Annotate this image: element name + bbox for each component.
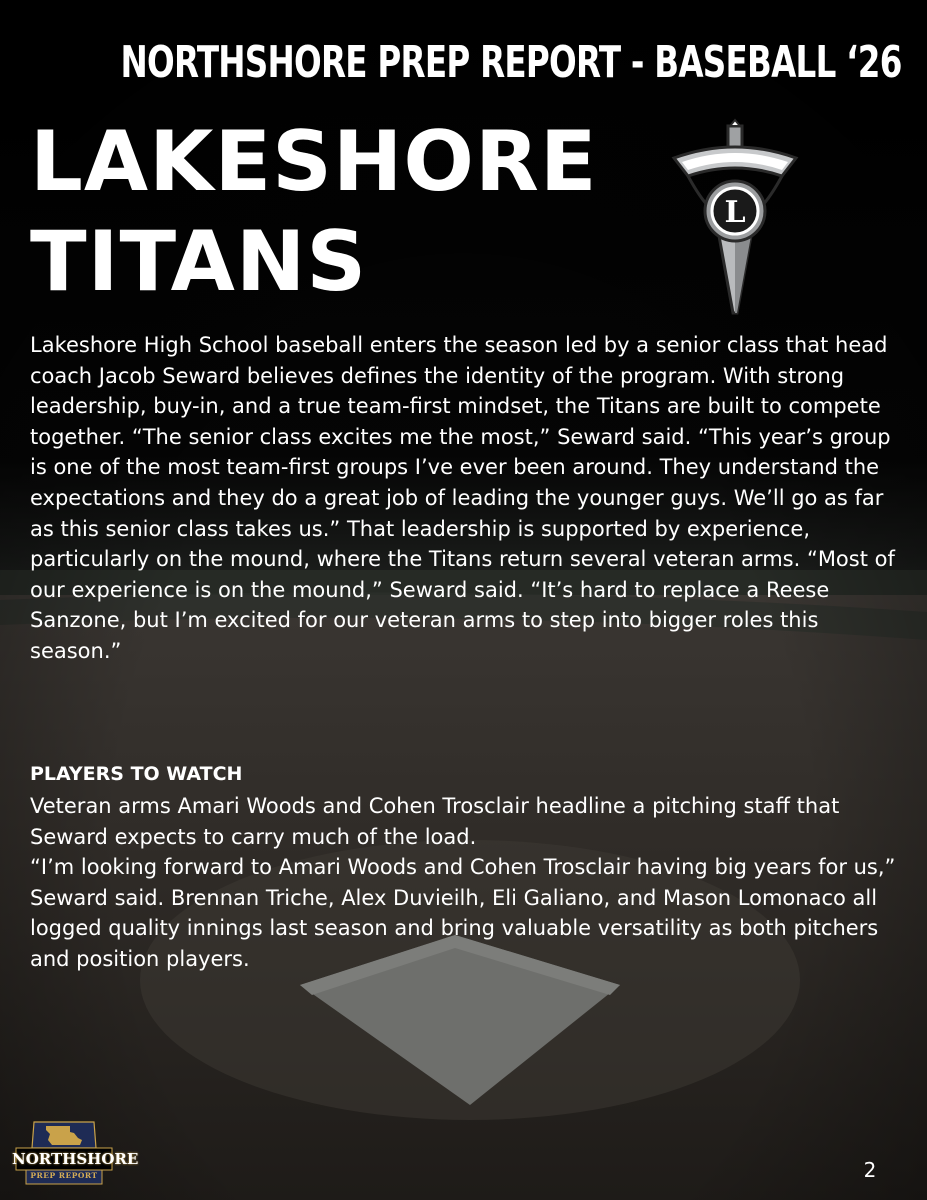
section-heading-players-to-watch: PLAYERS TO WATCH xyxy=(30,763,243,785)
team-name-line-2: TITANS xyxy=(30,213,368,310)
sword-shield-icon xyxy=(670,118,800,318)
team-name-heading xyxy=(30,112,670,312)
logo-letter: L xyxy=(724,195,746,230)
footer-logo-text-sub: PREP REPORT xyxy=(30,1171,98,1180)
team-name-line-1: LAKESHORE xyxy=(30,113,598,210)
page-number: 2 xyxy=(863,1158,877,1182)
page-header-title: NORTHSHORE PREP REPORT - BASEBALL ‘26 xyxy=(120,37,902,88)
footer-logo-text-main: NORTHSHORE xyxy=(12,1150,139,1168)
footer-publication-logo xyxy=(12,1118,139,1192)
players-paragraph-2: “I’m looking forward to Amari Woods and Cohen Trosclair having big years for us,” Seward said. Brennan Triche, Alex Duvieilh, Eli Galiano, and Mason Lomonaco all logged quality innings last season and bring valuable versatility as both pitchers and position players. xyxy=(30,855,896,971)
players-paragraph-1: Veteran arms Amari Woods and Cohen Trosclair headline a pitching staff that Seward expects to carry much of the load. xyxy=(30,794,840,849)
players-section-body xyxy=(30,791,900,975)
article-intro-paragraph: Lakeshore High School baseball enters the season led by a senior class that head coach Jacob Seward believes defines the identity of the program. With strong leadership, buy-in, and a true team-first mindset, the Titans are built to compete together. “The senior class excites me the most,” Seward said. “This year’s group is one of the most team-first groups I’ve ever been around. They understand the expectations and they do a great job of leading the younger guys. We’ll go as far as this senior class takes us.” That leadership is supported by experience, particularly on the mound, where the Titans return several veteran arms. “Most of our experience is on the mound,” Seward said. “It’s hard to replace a Reese Sanzone, but I’m excited for our veteran arms to step into bigger roles this season.” xyxy=(30,333,895,663)
